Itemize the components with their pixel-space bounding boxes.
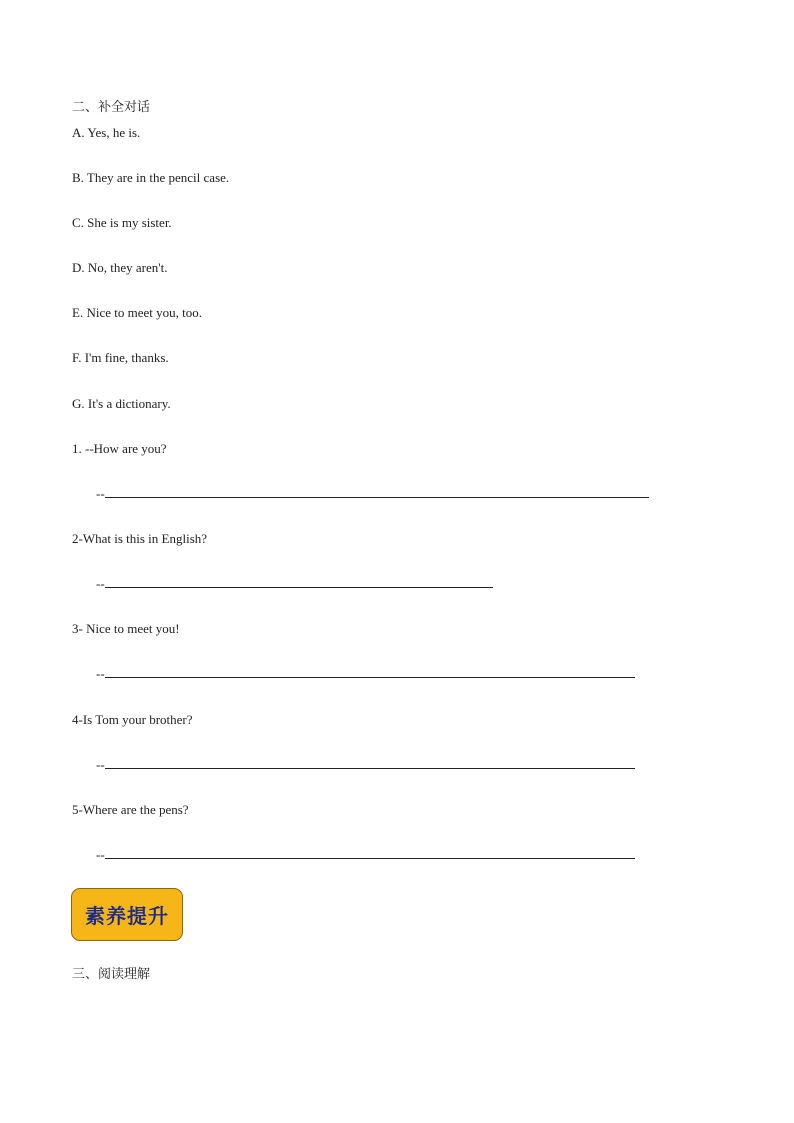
answer-line-2[interactable] [96,576,493,592]
answer-blank[interactable] [105,666,635,678]
answer-blank[interactable] [105,486,649,498]
answer-line-5[interactable] [96,847,635,863]
section-2-heading: 二、补全对话 [72,100,151,115]
option-c: C. She is my sister. [72,215,172,230]
option-a: A. Yes, he is. [72,125,141,140]
question-4: 4-Is Tom your brother? [72,712,193,727]
answer-prefix: -- [96,757,105,772]
answer-prefix: -- [96,576,105,591]
question-5: 5-Where are the pens? [72,802,189,817]
question-2: 2-What is this in English? [72,531,208,546]
option-f: F. I'm fine, thanks. [72,350,169,365]
answer-prefix: -- [96,486,105,501]
answer-prefix: -- [96,666,105,681]
answer-line-1[interactable] [96,486,649,502]
answer-blank[interactable] [105,757,635,769]
question-3: 3- Nice to meet you! [72,621,180,636]
badge-label: 素养提升 [85,904,169,928]
answer-line-3[interactable] [96,666,635,682]
option-g: G. It's a dictionary. [72,396,171,411]
option-b: B. They are in the pencil case. [72,170,230,185]
option-e: E. Nice to meet you, too. [72,305,202,320]
section-3-heading: 三、阅读理解 [72,967,151,982]
answer-blank[interactable] [105,576,493,588]
question-1: 1. --How are you? [72,441,167,456]
option-d: D. No, they aren't. [72,260,168,275]
answer-blank[interactable] [105,847,635,859]
answer-line-4[interactable] [96,757,635,773]
skill-boost-badge [71,888,183,941]
answer-prefix: -- [96,847,105,862]
